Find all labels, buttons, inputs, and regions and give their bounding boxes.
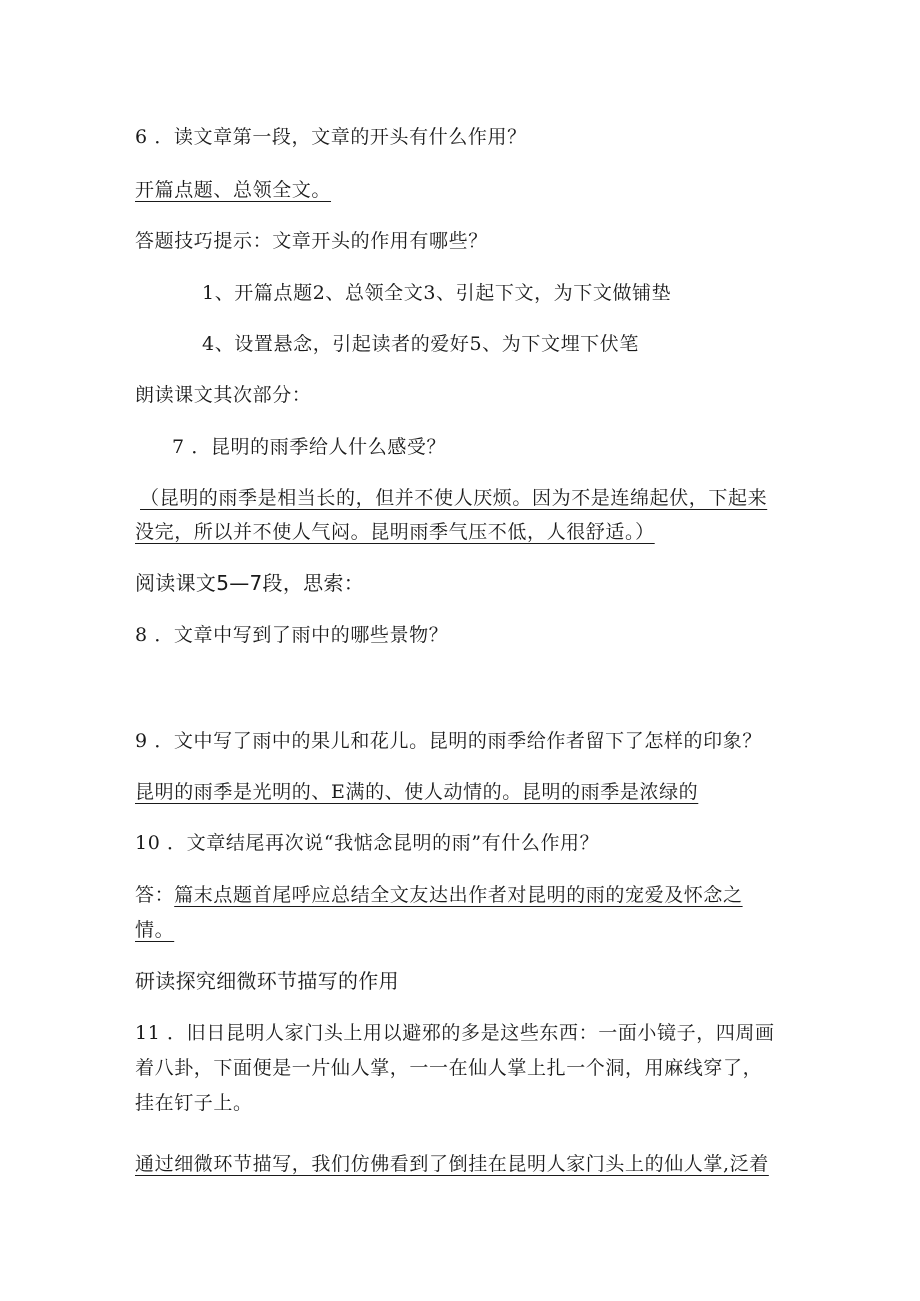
answer-10-text: 篇末点题首尾呼应总结全文友达出作者对昆明的雨的宠爱及怀念之 [174,884,743,906]
answer-7-line-2: 没完，所以并不使人气闷。昆明雨季气压不低，人很舒适。） [135,521,655,543]
question-11-line-3: 挂在钉子上。 [135,1092,253,1114]
tip-line-2: 4、设置悬念，引起读者的爱好5、为下文埋下伏笔 [202,333,639,355]
question-10: 10 ．文章结尾再次说“我惦念昆明的雨”有什么作用？ [135,832,600,854]
part2-intro: 朗读课文其次部分： [135,384,312,406]
question-6: 6 ．读文章第一段，文章的开头有什么作用？ [135,126,527,148]
answer-7-line-1: （昆明的雨季是相当长的，但并不使人厌烦。因为不是连绵起伏，下起来 [140,487,768,509]
answer-10-line-1 [135,882,743,908]
question-8: 8 ．文章中写到了雨中的哪些景物？ [135,624,449,646]
answer-10-prefix: 答： [135,884,175,906]
question-11-line-2: 着八卦，下面便是一片仙人掌，一一在仙人掌上扎一个洞，用麻线穿了， [135,1057,763,1079]
answer-6: 开篇点题、总领全文。 [135,179,332,201]
answer-11: 通过细微环节描写，我们仿佛看到了倒挂在昆明人家门头上的仙人掌,泛着 [135,1153,769,1175]
section-heading-study: 研读探究细微环节描写的作用 [135,969,399,993]
question-9: 9 ．文中写了雨中的果儿和花儿。昆明的雨季给作者留下了怎样的印象？ [135,730,762,752]
answer-9: 昆明的雨季是光明的、E满的、使人动情的。昆明的雨季是浓绿的 [135,781,699,803]
question-11-line-1: 11 ．旧日昆明人家门头上用以避邪的多是这些东西：一面小镜子，四周画 [135,1022,775,1044]
section-heading-read: 阅读课文5—7段，思索： [135,571,365,595]
tip-title: 答题技巧提示：文章开头的作用有哪些？ [135,230,488,252]
tip-line-1: 1、开篇点题2、总领全文3、引起下文，为下文做铺垫 [202,282,672,304]
answer-10-line-2: 情。 [135,919,175,941]
question-7: 7 ．昆明的雨季给人什么感受？ [172,436,447,458]
